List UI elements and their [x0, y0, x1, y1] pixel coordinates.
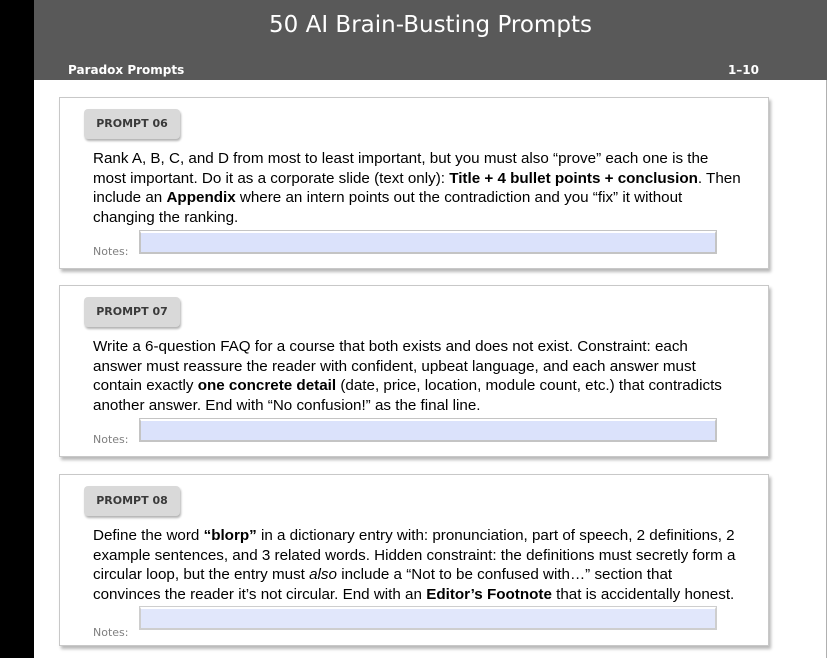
- prompt-card: [59, 285, 769, 457]
- notes-field[interactable]: [140, 607, 716, 629]
- notes-field[interactable]: [140, 419, 716, 441]
- prompt-text-segment: that is accidentally honest.: [551, 585, 735, 603]
- prompt-text-segment: Rank A, B, C, and D from most to least important, but you must also “prove” each one is the most important. Do it as a corporate slide (text only):: [93, 150, 709, 187]
- prompt-text-bold: Title + 4 bullet points + conclusion: [449, 169, 698, 187]
- section-title: Paradox Prompts: [68, 63, 185, 77]
- notes-label: Notes:: [93, 433, 129, 446]
- prompt-badge: PROMPT 08: [84, 486, 180, 516]
- prompt-text-italic: also: [309, 566, 337, 584]
- prompt-badge: PROMPT 06: [84, 109, 180, 139]
- prompt-text-segment: . Then include an: [93, 169, 741, 207]
- notes-label: Notes:: [93, 626, 129, 639]
- notes-label: Notes:: [93, 245, 129, 258]
- prompt-text: [93, 337, 741, 415]
- prompt-text: [93, 149, 741, 227]
- left-margin-bar: [0, 0, 34, 658]
- page-header: [34, 0, 827, 80]
- prompt-text-bold: Editor’s Footnote: [426, 585, 552, 603]
- prompt-text-segment: Write a 6-question FAQ for a course that both exists and does not exist. Constraint: each answer must reassure the reader with confident, upbeat language, and each answer must contain exactly: [93, 338, 696, 395]
- prompt-text-bold: Appendix: [166, 189, 236, 207]
- notes-field[interactable]: [140, 231, 716, 253]
- prompt-text-bold: one concrete detail: [197, 377, 337, 395]
- prompt-text-segment: where an intern points out the contradiction and you “fix” it without changing the ranking.: [93, 189, 683, 226]
- prompt-text-segment: in a dictionary entry with: pronunciation, part of speech, 2 definitions, 2 example sentences, and 3 related words. Hidden constraint: the definitions must secretly form a circular loop, but the entry must: [93, 527, 736, 584]
- prompt-text: [93, 526, 741, 604]
- prompt-card: [59, 97, 769, 269]
- prompt-text-segment: include a “Not to be confused with…” section that convinces the reader it’s not circular. End with an: [93, 566, 673, 603]
- prompt-range: 1–10: [727, 63, 759, 77]
- prompt-card: [59, 474, 769, 646]
- prompt-text-bold: “blorp”: [203, 527, 257, 544]
- prompt-text-segment: Define the word: [93, 527, 204, 544]
- prompt-badge: PROMPT 07: [84, 297, 180, 327]
- page-title: 50 AI Brain-Busting Prompts: [269, 12, 592, 38]
- prompt-text-segment: (date, price, location, module count, etc.) that contradicts another answer. End with “No confusion!” as the final line.: [93, 377, 722, 414]
